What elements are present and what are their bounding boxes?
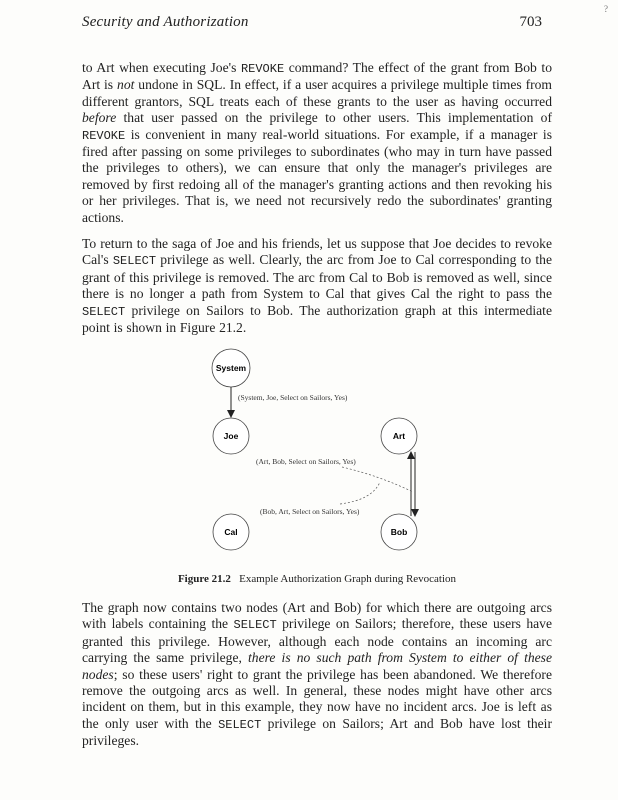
text-run: command? The effect of the grant from Bob to Art is [82, 60, 552, 93]
running-title: Security and Authorization [82, 14, 249, 30]
node-art [381, 418, 417, 454]
code-keyword: REVOKE [82, 128, 126, 143]
node-bob [381, 514, 417, 550]
node-joe-label: Joe [223, 431, 239, 441]
code-keyword: SELECT [218, 717, 262, 732]
node-system [212, 349, 250, 387]
text-run: To return to the saga of Joe and his friends, let us suppose that Joe decides to revoke Cal's [82, 236, 552, 268]
edge-bob-art-label-leader [340, 482, 380, 504]
paragraph-no-path-from-system [82, 600, 552, 750]
text-run: privilege as well. Clearly, the arc from Joe to Cal corresponding to the grant of this privilege is removed. The arc from Cal to Bob is removed as well, since there is no longer a path from System to Cal that gives Cal the right to pass the [82, 252, 552, 302]
code-keyword: REVOKE [240, 62, 285, 76]
text-run: is convenient in many real-world situations. For example, if a manager is fired after passing on some privileges to subordinates (who may in turn have passed the privileges to others), we can ensure that only the manager's privileges are removed by first redoing all of the manager's granting actions and then revoking his or her privileges. That is, we need not recursively redo the subordinates' granting actions. [82, 126, 552, 225]
node-cal-label: Cal [224, 527, 238, 537]
emphasis: before [82, 110, 117, 126]
text-run: undone in SQL. In effect, if a user acquires a privilege multiple times from different grantors, SQL treats each of these grants to the user as having occurred [82, 77, 552, 109]
node-system-label: System [215, 363, 247, 373]
edge-art-bob-label: (Art, Bob, Select on Sailors, Yes) [256, 457, 356, 466]
node-art-label: Art [392, 431, 406, 441]
edge-bob-art-label: (Bob, Art, Select on Sailors, Yes) [260, 507, 360, 516]
text-run: privilege on Sailors; Art and Bob have lost their privileges. [82, 715, 552, 749]
figure-caption [82, 573, 552, 585]
code-keyword: SELECT [82, 304, 126, 319]
text-run: to Art when executing Joe's [82, 60, 241, 75]
corner-mark: ? [604, 4, 608, 14]
text-run: privilege on Sailors to Bob. The authorization graph at this intermediate point is shown in Figure 21.2. [82, 302, 552, 336]
code-keyword: SELECT [233, 618, 277, 633]
figure-caption-text: Example Authorization Graph during Revocation [239, 573, 457, 585]
edge-art-bob-label-leader [342, 467, 413, 492]
text-run: that user passed on the privilege to other users. This implementation of [116, 110, 552, 126]
emphasis: not [117, 77, 135, 93]
node-bob-label: Bob [390, 527, 408, 537]
node-joe [213, 418, 249, 454]
emphasis: there is no such path from System to either of these nodes [82, 650, 552, 682]
node-cal [213, 514, 249, 550]
page-number: 703 [519, 14, 542, 30]
edge-system-joe-label: (System, Joe, Select on Sailors, Yes) [238, 393, 348, 402]
figure-caption-label: Figure 21.2 [177, 573, 231, 585]
text-run: privilege on Sailors; therefore, these users have granted this privilege. However, although each node contains an incoming arc carrying the same privilege, [82, 616, 552, 666]
code-keyword: SELECT [112, 254, 157, 269]
text-run: ; so these users' right to grant the privilege has been abandoned. We therefore remove the outgoing arcs as well. In general, these nodes might have other arcs incident on them, but in this example, they now have no incident arcs. Joe is left as the only user with the [82, 666, 552, 731]
text-run: The graph now contains two nodes (Art and Bob) for which there are outgoing arcs with labels containing the [82, 600, 552, 632]
